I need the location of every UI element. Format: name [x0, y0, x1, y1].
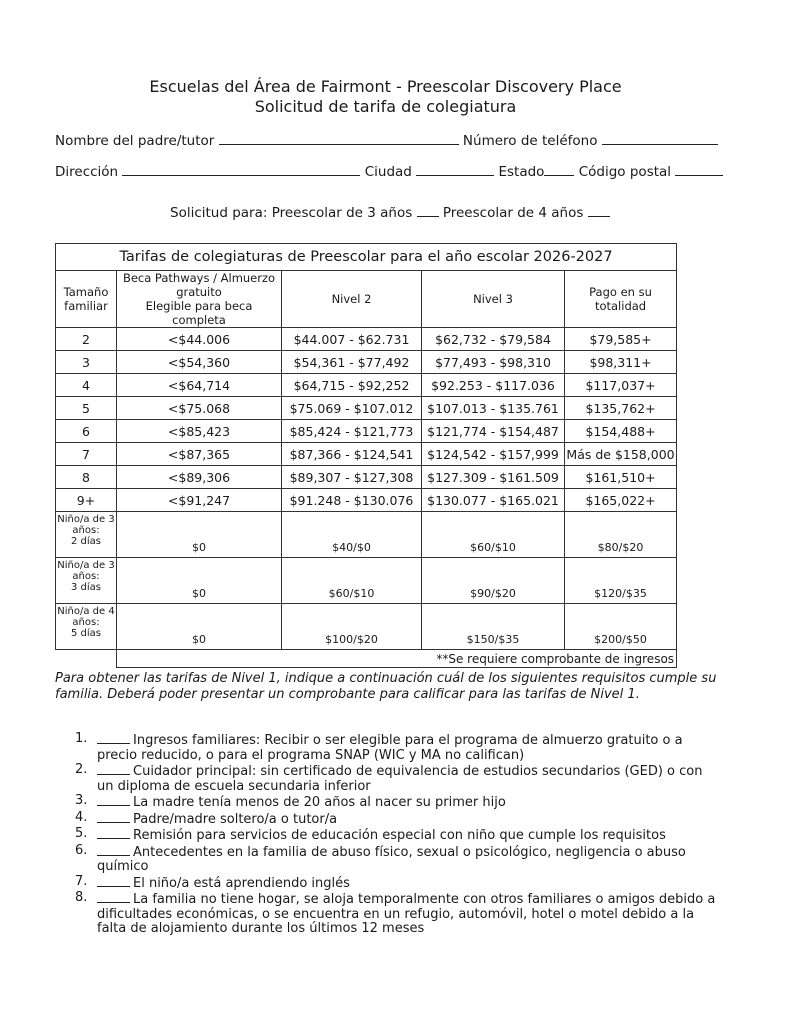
item-number: 4.	[75, 809, 88, 825]
phone-field[interactable]	[602, 131, 718, 145]
header-size	[56, 271, 117, 328]
child-label-line: Niño/a de 3	[57, 560, 115, 571]
item-text: La madre tenía menos de 20 años al nacer su primer hijo	[133, 795, 506, 810]
cell-pathways: <$64,714	[117, 374, 282, 397]
address-row	[55, 162, 723, 180]
apply-3yr-field[interactable]	[417, 203, 439, 217]
cell-level2: $91.248 - $130.076	[282, 489, 422, 512]
item-number: 2.	[75, 762, 88, 777]
item-number: 3.	[75, 793, 88, 808]
checkbox-blank[interactable]	[97, 763, 130, 775]
apply-row	[170, 203, 610, 221]
header-pathways-l1: Beca Pathways / Almuerzo	[122, 271, 276, 285]
table-row	[56, 328, 677, 351]
cell-level3: $107.013 - $135.761	[422, 397, 565, 420]
item-number: 5.	[75, 826, 88, 841]
item-number: 1.	[75, 731, 88, 746]
child-label-line: 5 días	[70, 628, 101, 639]
cell-child-label	[56, 558, 117, 604]
list-item	[55, 732, 717, 763]
cell-full: $80/$20	[565, 512, 677, 558]
header-size-l2: familiar	[64, 299, 108, 313]
table-row	[56, 374, 677, 397]
list-item	[55, 827, 717, 844]
list-item	[55, 794, 717, 811]
cell-size: 9+	[56, 489, 117, 512]
tuition-table	[55, 243, 677, 668]
zip-label: Código postal	[578, 164, 672, 180]
list-item	[55, 875, 717, 892]
list-item	[55, 844, 717, 875]
child-label-line: años:	[72, 571, 100, 582]
cell-level2: $44.007 - $62.731	[282, 328, 422, 351]
child-label-line: 3 días	[70, 582, 101, 593]
cell-full: $120/$35	[565, 558, 677, 604]
child-label-line: Niño/a de 4	[57, 606, 115, 617]
cell-size: 5	[56, 397, 117, 420]
phone-label: Número de teléfono	[462, 133, 598, 149]
state-field[interactable]	[544, 162, 574, 176]
table-caption: Tarifas de colegiaturas de Preescolar para el año escolar 2026-2027	[56, 244, 677, 271]
cell-full: $154,488+	[565, 420, 677, 443]
child-label-line: 2 días	[70, 536, 101, 547]
apply-label: Solicitud para: Preescolar de 3 años	[170, 205, 413, 221]
cell-size: 6	[56, 420, 117, 443]
header-full: Pago en su totalidad	[565, 271, 677, 328]
item-number: 6.	[75, 842, 88, 858]
cell-level2: $87,366 - $124,541	[282, 443, 422, 466]
checkbox-blank[interactable]	[97, 875, 130, 887]
address-field[interactable]	[122, 162, 360, 176]
cell-level2: $89,307 - $127,308	[282, 466, 422, 489]
table-row	[56, 397, 677, 420]
cell-level2: $85,424 - $121,773	[282, 420, 422, 443]
cell-pathways: <$89,306	[117, 466, 282, 489]
cell-full: $135,762+	[565, 397, 677, 420]
cell-level3: $127.309 - $161.509	[422, 466, 565, 489]
cell-size: 4	[56, 374, 117, 397]
page-title: Escuelas del Área de Fairmont - Preescolar Discovery Place	[149, 77, 622, 96]
cell-level3: $77,493 - $98,310	[422, 351, 565, 374]
cell-full: $117,037+	[565, 374, 677, 397]
income-proof-note: **Se requiere comprobante de ingresos	[117, 650, 677, 668]
child-label-line: años:	[72, 525, 100, 536]
cell-size: 3	[56, 351, 117, 374]
list-item	[55, 811, 717, 828]
cell-pathways: <$85,423	[117, 420, 282, 443]
cell-pathways: $0	[117, 558, 282, 604]
table-row	[56, 489, 677, 512]
list-item	[55, 763, 717, 794]
parent-label: Nombre del padre/tutor	[55, 133, 215, 149]
item-text: Antecedentes en la familia de abuso físico, sexual o psicológico, negligencia o abuso químico	[97, 844, 686, 874]
page-subtitle: Solicitud de tarifa de colegiatura	[254, 97, 517, 116]
header-size-l1: Tamaño	[63, 285, 109, 299]
cell-pathways: <$54,360	[117, 351, 282, 374]
cell-pathways: <$91,247	[117, 489, 282, 512]
table-row	[56, 604, 677, 650]
cell-pathways: $0	[117, 512, 282, 558]
apply-4yr-field[interactable]	[588, 203, 610, 217]
cell-full: $79,585+	[565, 328, 677, 351]
city-label: Ciudad	[364, 164, 412, 180]
item-text: El niño/a está aprendiendo inglés	[133, 875, 350, 891]
address-label: Dirección	[55, 164, 119, 180]
cell-full: $161,510+	[565, 466, 677, 489]
state-label: Estado	[498, 164, 545, 180]
item-number: 7.	[75, 873, 88, 889]
cell-pathways: <$87,365	[117, 443, 282, 466]
cell-child-label	[56, 604, 117, 650]
cell-size: 8	[56, 466, 117, 489]
cell-level3: $62,732 - $79,584	[422, 328, 565, 351]
checkbox-blank[interactable]	[97, 794, 130, 806]
checkbox-blank[interactable]	[97, 811, 130, 823]
item-number: 8.	[75, 890, 88, 905]
cell-level2: $54,361 - $77,492	[282, 351, 422, 374]
cell-level3: $130.077 - $165.021	[422, 489, 565, 512]
header-level3: Nivel 3	[422, 271, 565, 328]
cell-size: 7	[56, 443, 117, 466]
table-row	[56, 558, 677, 604]
item-text: La familia no tiene hogar, se aloja temporalmente con otros familiares o amigos debido a dificultades económicas, o se encuentra en un refugio, automóvil, hotel o motel debido a la falta de alojamiento durante los últimos 12 meses	[97, 892, 716, 936]
cell-full: $165,022+	[565, 489, 677, 512]
checkbox-blank[interactable]	[97, 844, 130, 856]
table-row	[56, 512, 677, 558]
requirements-list	[55, 732, 717, 937]
table-row	[56, 466, 677, 489]
parent-row	[55, 131, 718, 149]
cell-child-label	[56, 512, 117, 558]
cell-level2: $100/$20	[282, 604, 422, 650]
header-pathways-l2: gratuito	[176, 285, 222, 299]
cell-pathways: <$44.006	[117, 328, 282, 351]
cell-level2: $40/$0	[282, 512, 422, 558]
cell-full: Más de $158,000	[565, 443, 677, 466]
level1-instructions	[55, 671, 717, 703]
table-row	[56, 351, 677, 374]
cell-level3: $124,542 - $157,999	[422, 443, 565, 466]
table-header	[56, 271, 677, 328]
level1-instructions-text: Para obtener las tarifas de Nivel 1, indique a continuación cuál de los siguientes requisitos cumple su familia. Deberá poder presentar un comprobante para calificar para las tarifas de Nivel 1.	[55, 671, 717, 702]
table-row	[56, 420, 677, 443]
cell-pathways: <$75.068	[117, 397, 282, 420]
header-pathways-l3: Elegible para beca completa	[145, 299, 253, 327]
cell-level3: $121,774 - $154,487	[422, 420, 565, 443]
cell-pathways: $0	[117, 604, 282, 650]
zip-field[interactable]	[675, 162, 723, 176]
item-text: Remisión para servicios de educación especial con niño que cumple los requisitos	[133, 828, 666, 843]
item-text: Ingresos familiares: Recibir o ser elegible para el programa de almuerzo gratuito o a precio reducido, o para el programa SNAP (WIC y MA no califican)	[97, 733, 683, 763]
cell-size: 2	[56, 328, 117, 351]
note-spacer	[56, 650, 117, 668]
apply-option2-label: Preescolar de 4 años	[442, 205, 584, 221]
cell-level3: $150/$35	[422, 604, 565, 650]
item-text: Cuidador principal: sin certificado de equivalencia de estudios secundarios (GED) o con un diploma de escuela secundaria inferior	[97, 764, 703, 794]
item-text: Padre/madre soltero/a o tutor/a	[133, 811, 338, 827]
child-label-line: Niño/a de 3	[57, 514, 115, 525]
table-row	[56, 443, 677, 466]
cell-level2: $64,715 - $92,252	[282, 374, 422, 397]
header-level2: Nivel 2	[282, 271, 422, 328]
child-label-line: años:	[72, 617, 100, 628]
parent-field[interactable]	[219, 131, 459, 145]
checkbox-blank[interactable]	[97, 732, 130, 744]
cell-full: $98,311+	[565, 351, 677, 374]
cell-level3: $92.253 - $117.036	[422, 374, 565, 397]
header-pathways	[117, 271, 282, 328]
checkbox-blank[interactable]	[97, 891, 130, 903]
cell-level2: $75.069 - $107.012	[282, 397, 422, 420]
cell-full: $200/$50	[565, 604, 677, 650]
city-field[interactable]	[416, 162, 494, 176]
cell-level3: $90/$20	[422, 558, 565, 604]
cell-level2: $60/$10	[282, 558, 422, 604]
list-item	[55, 891, 717, 937]
cell-level3: $60/$10	[422, 512, 565, 558]
checkbox-blank[interactable]	[97, 827, 130, 839]
